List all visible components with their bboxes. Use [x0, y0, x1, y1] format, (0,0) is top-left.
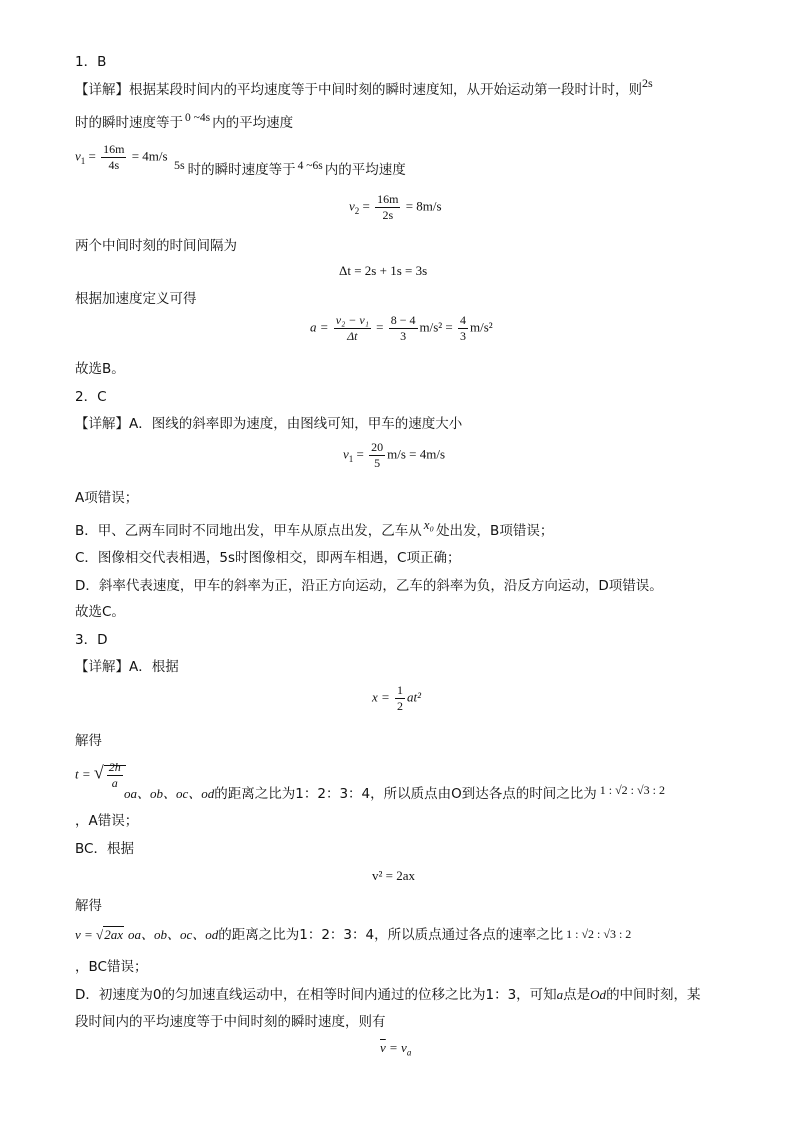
q1-tag: 【详解】 [75, 82, 129, 98]
q3-text-1: A．根据 [129, 659, 179, 675]
q1-text-2a: 时的瞬时速度等于 [75, 115, 183, 131]
q3-ratio-2: 1 : √2 : √3 : 2 [566, 927, 632, 941]
q3-text-2b: 的距离之比为1：2：3：4，所以质点由O到达各点的时间之比为 [214, 786, 597, 802]
q3-d-text-3: 的中间时刻，某 [606, 987, 701, 1003]
q3-paragraph-2c: ，A错误； [75, 813, 139, 829]
q1-paragraph-1 [75, 76, 653, 100]
q2-paragraph-3 [75, 517, 554, 541]
q3-tag: 【详解】 [75, 659, 129, 675]
q3-paragraph-2 [124, 784, 665, 804]
q1-paragraph-5: 根据加速度定义可得 [75, 291, 197, 307]
q1-paragraph-4: 两个中间时刻的时间间隔为 [75, 238, 237, 254]
q2-conclusion: 故选C。 [75, 604, 125, 620]
q1-equation-a: a = $\frac{\text{v₂ − v₁}}{\Delta t}$ = $\frac{8 - 4}{3}$ m/s² = $\frac{4}{3}$ m/s² [310, 313, 493, 343]
q2-paragraph-2: A项错误； [75, 490, 139, 506]
q1-text-1: 根据某段时间内的平均速度等于中间时刻的瞬时速度知，从开始运动第一段时计时，则 [129, 82, 642, 98]
q3-paragraph-3 [75, 925, 631, 945]
q2-text-3a: B．甲、乙两车同时不同地出发，甲车从原点出发，乙车从 [75, 523, 422, 539]
q3-paragraph-3c: ，BC错误； [75, 959, 148, 975]
q2-paragraph-4: C．图像相交代表相遇，5s时图像相交，即两车相遇，C项正确； [75, 550, 461, 566]
q3-equation-vbar: $\overline{v} = v_a$ [380, 1040, 412, 1058]
q3-heading: 3．D [75, 632, 108, 648]
q1-range-4-6: 4 ~6s [297, 160, 323, 172]
q1-paragraph-2 [75, 113, 293, 134]
q1-heading: 1．B [75, 54, 107, 70]
q3-jiede-1: 解得 [75, 733, 102, 749]
q1-paragraph-3 [174, 160, 406, 181]
q2-text-3b: 处出发，B项错误； [436, 523, 554, 539]
q2-x0: x₀ [423, 517, 435, 532]
q1-text-3b: 内的平均速度 [324, 162, 406, 178]
q2-paragraph-5: D．斜率代表速度，甲车的斜率为正，沿正方向运动，乙车的斜率为负，沿反方向运动，D项错误。 [75, 578, 663, 594]
q3-paragraph-d1 [75, 985, 701, 1005]
q3-segments-1: oa、ob、oc、od [124, 786, 215, 801]
q3-paragraph-1 [75, 657, 179, 677]
q3-d-text-2: 点是 [563, 987, 591, 1003]
q3-paragraph-d2: 段时间内的平均速度等于中间时刻的瞬时速度，则有 [75, 1014, 386, 1030]
q1-time-2s: 2s [642, 76, 653, 90]
q1-range-0-4: 0 ~4s [185, 112, 211, 124]
q3-ratio-1: 1 : √2 : √3 : 2 [599, 783, 665, 797]
q1-time-5s: 5s [174, 158, 185, 172]
q1-conclusion: 故选B。 [75, 361, 125, 377]
q1-text-2b: 内的平均速度 [212, 115, 294, 131]
q3-equation-v2ax: v² = 2ax [372, 868, 415, 883]
q1-text-3a: 时的瞬时速度等于 [187, 162, 296, 178]
q3-d-text-1: D．初速度为0的匀加速直线运动中，在相等时间内通过的位移之比为1：3，可知 [75, 987, 557, 1003]
q3-equation-v: v = √2ax [75, 927, 123, 942]
q3-equation-t: t = √ $\frac{2h}{a}$ [75, 760, 126, 791]
q3-d-point-a: a [556, 987, 564, 1002]
q3-d-od: Od [590, 987, 607, 1002]
q3-text-3b: 的距离之比为1：2：3：4，所以质点通过各点的速率之比 [218, 927, 564, 943]
q1-equation-dt: Δt = 2s + 1s = 3s [339, 263, 428, 278]
q2-text-1: A．图线的斜率即为速度，由图线可知，甲车的速度大小 [129, 416, 463, 432]
q3-equation-x: x = $\frac{1}{2}$ at² [372, 683, 422, 713]
q1-equation-v1: $v_1$ = $\frac{16m}{4s}$ = 4m/s [75, 142, 168, 172]
q2-heading: 2．C [75, 389, 107, 405]
q1-equation-v2: $v_2$ = $\frac{16m}{2s}$ = 8m/s [349, 192, 442, 222]
q3-bc-label: BC．根据 [75, 841, 134, 857]
q2-tag: 【详解】 [75, 416, 129, 432]
q3-segments-2: oa、ob、oc、od [127, 927, 219, 942]
q2-equation-v1: $v_1$ = $\frac{20}{5}$ m/s = 4m/s [343, 440, 446, 470]
q2-paragraph-1 [75, 414, 462, 434]
q3-jiede-2: 解得 [75, 898, 102, 914]
